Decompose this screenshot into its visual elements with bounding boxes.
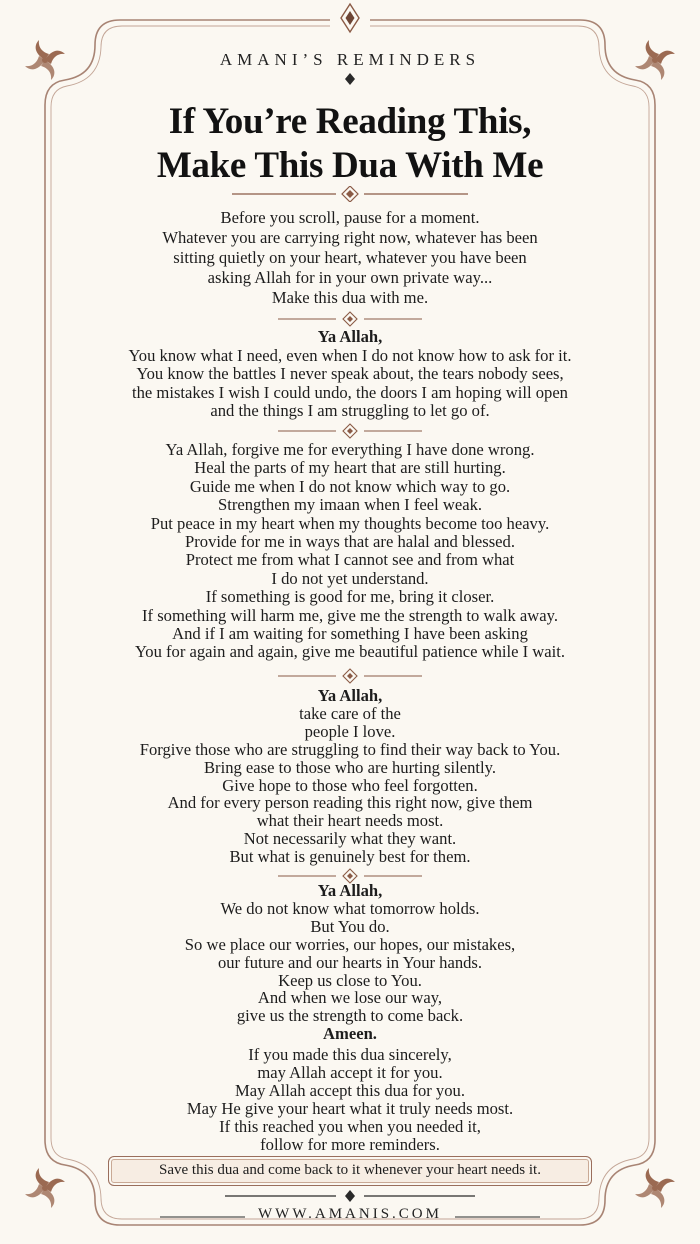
ameen-text: Ameen. [323, 1024, 377, 1044]
title-line-2: Make This Dua With Me [156, 145, 544, 186]
dua-line: But what is genuinely best for them. [229, 847, 471, 867]
dua-line: Put peace in my heart when my thoughts become too heavy. [150, 513, 550, 533]
section-heading: Ya Allah, [317, 327, 383, 346]
closing-line: May He give your heart what it truly needs most. [186, 1098, 514, 1118]
dua-line: Ya Allah, forgive me for everything I have done wrong. [165, 440, 535, 459]
closing-line: If you made this dua sincerely, [248, 1045, 452, 1064]
section-4 [0, 882, 700, 1043]
dua-line: And if I am waiting for something I have been asking [172, 624, 528, 644]
intro-line: asking Allah for in your own private way... [207, 268, 493, 287]
dua-line: Keep us close to You. [278, 970, 422, 990]
page-title [0, 100, 700, 188]
save-reminder-banner [108, 1156, 592, 1186]
dua-line: Provide for me in ways that are halal and blessed. [185, 532, 515, 552]
dua-line: Bring ease to those who are hurting silently. [203, 757, 497, 777]
dua-line: Strengthen my imaan when I feel weak. [217, 495, 483, 515]
closing-line: May Allah accept this dua for you. [235, 1080, 465, 1100]
section-heading: Ya Allah, [317, 881, 383, 900]
dua-line: what their heart needs most. [256, 811, 444, 831]
closing-line: If this reached you when you needed it, [219, 1116, 481, 1136]
dua-line: Forgive those who are struggling to find their way back to You. [139, 739, 561, 759]
section-divider [0, 668, 700, 684]
intro-line: Before you scroll, pause for a moment. [220, 208, 480, 227]
closing-line: may Allah accept it for you. [257, 1062, 443, 1082]
dua-line: We do not know what tomorrow holds. [220, 898, 480, 918]
dua-line: If something is good for me, bring it closer. [205, 587, 495, 607]
dua-line: And for every person reading this right now, give them [167, 793, 533, 813]
intro-line: sitting quietly on your heart, whatever you have been [173, 248, 527, 267]
intro-line: Make this dua with me. [271, 288, 429, 307]
dua-line: And when we lose our way, [257, 988, 443, 1008]
dua-line: Protect me from what I cannot see and from what [185, 550, 515, 570]
section-divider [0, 311, 700, 327]
section-2 [0, 441, 700, 662]
dua-line: I do not yet understand. [271, 568, 429, 588]
section-heading: Ya Allah, [317, 686, 383, 705]
dua-line: Not necessarily what they want. [243, 829, 457, 849]
closing-line: follow for more reminders. [260, 1134, 440, 1154]
section-divider [0, 423, 700, 439]
save-reminder-text: Save this dua and come back to it whenever your heart needs it. [159, 1162, 541, 1178]
dua-line: take care of the [299, 703, 401, 723]
dua-line: give us the strength to come back. [236, 1006, 464, 1026]
title-divider [0, 186, 700, 202]
dua-line: and the things I am struggling to let go of. [210, 401, 490, 420]
section-1 [0, 328, 700, 421]
dua-line: But You do. [310, 916, 390, 936]
dua-line: Give hope to those who feel forgotten. [222, 775, 478, 795]
dua-line: Guide me when I do not know which way to go. [189, 476, 511, 496]
dua-line: You for again and again, give me beautiful patience while I wait. [134, 642, 566, 662]
dua-line: So we place our worries, our hopes, our mistakes, [184, 934, 516, 954]
website-link[interactable]: WWW.AMANIS.COM [258, 1206, 442, 1222]
intro-line: Whatever you are carrying right now, whatever has been [162, 228, 538, 247]
section-3 [0, 687, 700, 866]
dua-line: our future and our hearts in Your hands. [217, 952, 483, 972]
brand-name: AMANI’S REMINDERS [219, 50, 481, 69]
dua-line: You know the battles I never speak about, the tears nobody sees, [136, 364, 564, 383]
section-5 [0, 1046, 700, 1153]
title-line-1: If You’re Reading This, [168, 101, 532, 142]
dua-line: If something will harm me, give me the strength to walk away. [142, 605, 558, 625]
dua-line: the mistakes I wish I could undo, the doors I am hoping will open [132, 382, 568, 402]
dua-line: You know what I need, even when I do not know how to ask for it. [128, 345, 572, 365]
intro-block [0, 208, 700, 308]
dua-line: Heal the parts of my heart that are still hurting. [194, 458, 506, 478]
dua-line: people I love. [304, 721, 396, 741]
